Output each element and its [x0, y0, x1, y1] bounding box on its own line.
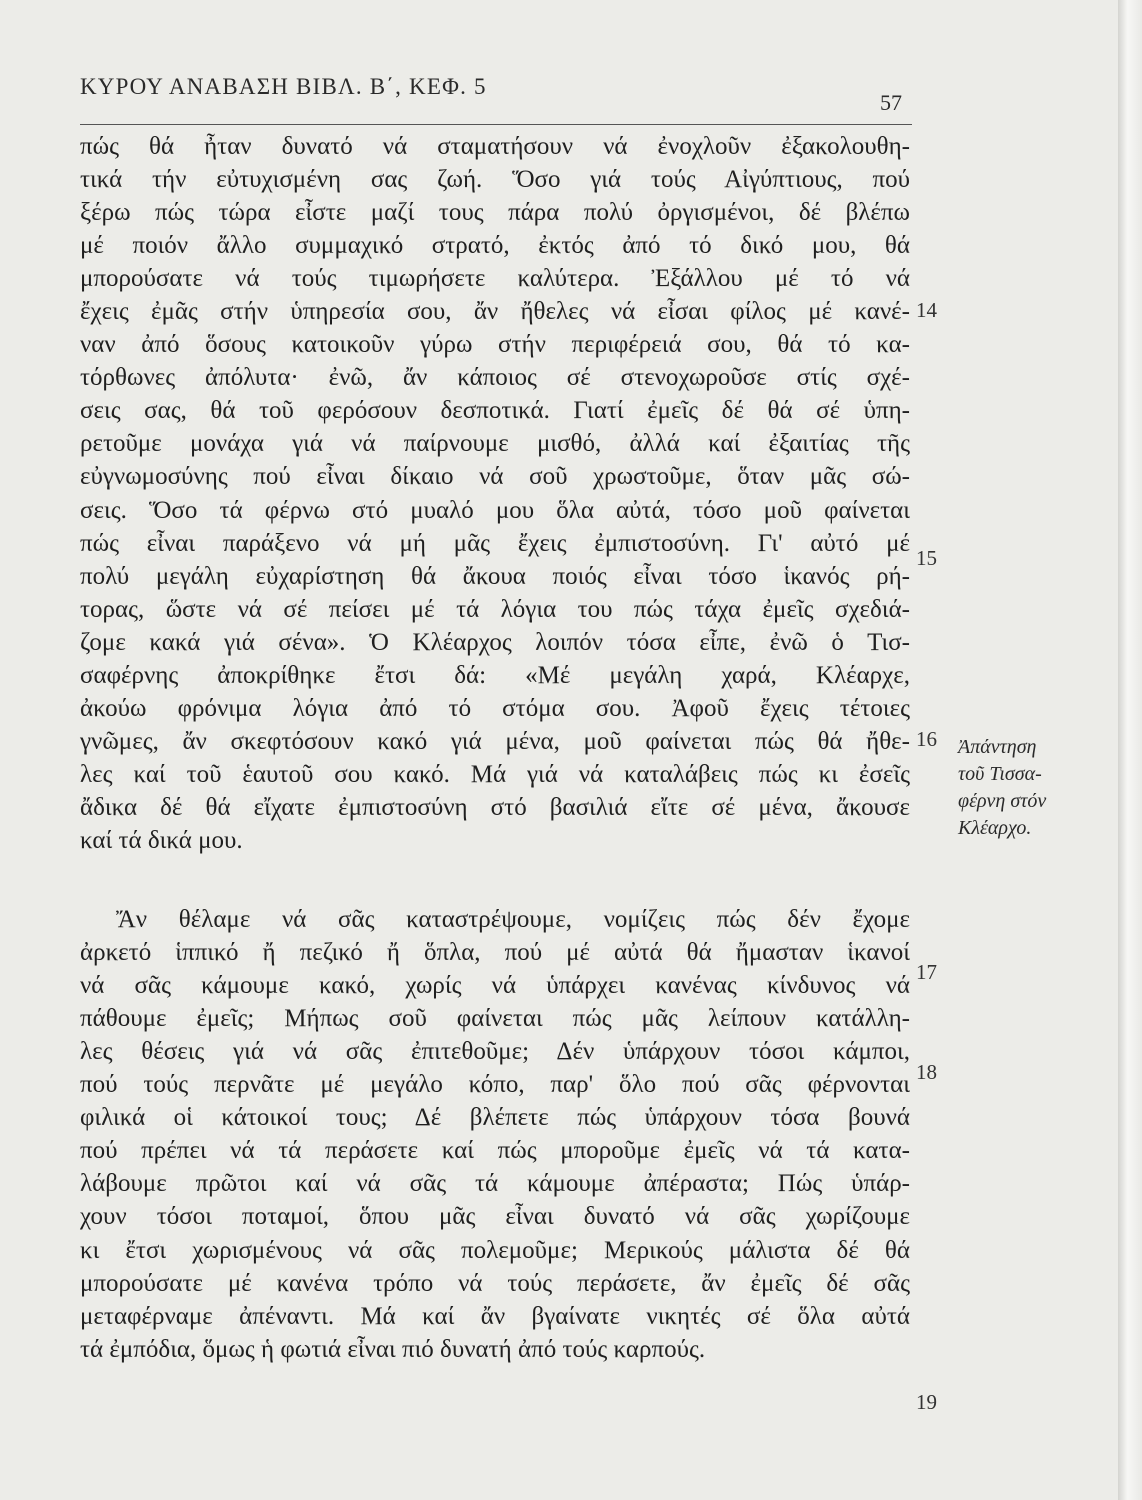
text-line: ἔχεις ἐμᾶς στήν ὑπηρεσία σου, ἄν ἤθελες νά εἶσαι φίλος μέ κανέ-: [80, 298, 910, 326]
text-line: τικά τήν εὐτυχισμένη σας ζωή. Ὅσο γιά τούς Αἰγύπτιους, πού: [80, 166, 910, 194]
page-edge: [1118, 0, 1142, 1500]
section-number: 16: [916, 727, 937, 751]
text-line: μεταφέρναμε ἀπέναντι. Μά καί ἄν βγαίνατε νικητές σέ ὅλα αὐτά: [80, 1302, 910, 1330]
text-line: γνῶμες, ἄν σκεφτόσουν κακό γιά μένα, μοῦ φαίνεται πώς θά ἤθε-: [80, 727, 910, 755]
text-line: τά ἐμπόδια, ὅμως ἡ φωτιά εἶναι πιό δυνατή ἀπό τούς καρπούς.: [80, 1335, 706, 1363]
text-line: φιλικά οἱ κάτοικοί τους; Δέ βλέπετε πώς ὑπάρχουν τόσα βουνά: [80, 1104, 910, 1132]
text-line: ρετοῦμε μονάχα γιά νά παίρνουμε μισθό, ἀλλά καί ἐξαιτίας τῆς: [80, 430, 910, 458]
text-line: καί τά δικά μου.: [80, 826, 243, 854]
section-number: 19: [916, 1390, 937, 1414]
text-line: τόρθωνες ἀπόλυτα· ἐνῶ, ἄν κάποιος σέ στενοχωροῦσε στίς σχέ-: [80, 364, 910, 392]
text-line: ζομε κακά γιά σένα». Ὁ Κλέαρχος λοιπόν τόσα εἶπε, ἐνῶ ὁ Τισ-: [80, 628, 910, 656]
text-line: ἀκούω φρόνιμα λόγια ἀπό τό στόμα σου. Ἀφοῦ ἔχεις τέτοιες: [80, 694, 910, 722]
text-line: ξέρω πώς τώρα εἶστε μαζί τους πάρα πολύ ὀργισμένοι, δέ βλέπω: [80, 199, 910, 227]
section-number: 15: [916, 546, 937, 570]
margin-note-line: φέρνη στόν: [958, 790, 1047, 812]
text-line: μέ ποιόν ἄλλο συμμαχικό στρατό, ἐκτός ἀπό τό δικό μου, θά: [80, 232, 910, 260]
margin-note-line: Ἀπάντηση: [958, 736, 1037, 758]
section-number: 14: [916, 298, 937, 322]
text-line: μπορούσατε μέ κανένα τρόπο νά τούς περάσετε, ἄν ἐμεῖς δέ σᾶς: [80, 1269, 910, 1297]
text-line: ναν ἀπό ὅσους κατοικοῦν γύρω στήν περιφέρειά σου, θά τό κα-: [80, 331, 910, 359]
text-line: ἄδικα δέ θά εἴχατε ἐμπιστοσύνη στό βασιλιά εἴτε σέ μένα, ἄκουσε: [80, 793, 910, 821]
text-line: τορας, ὥστε νά σέ πείσει μέ τά λόγια του πώς τάχα ἐμεῖς σχεδιά-: [80, 595, 910, 623]
text-line: πώς θά ἦταν δυνατό νά σταματήσουν νά ἐνοχλοῦν ἐξακολουθη-: [80, 133, 910, 160]
header-rule: [80, 124, 912, 125]
margin-note: [958, 734, 1108, 842]
text-line: πάθουμε ἐμεῖς; Μήπως σοῦ φαίνεται πώς μᾶς λείπουν κατάλλη-: [80, 1005, 910, 1033]
paragraph-gap: [80, 857, 910, 903]
text-line: νά σᾶς κάμουμε κακό, χωρίς νά ὑπάρχει κανένας κίνδυνος νά: [80, 972, 910, 1000]
section-number: 17: [916, 960, 937, 984]
text-line: λες καί τοῦ ἑαυτοῦ σου κακό. Μά γιά νά καταλάβεις πώς κι ἐσεῖς: [80, 760, 910, 788]
text-line: χουν τόσοι ποταμοί, ὅπου μᾶς εἶναι δυνατό νά σᾶς χωρίζουμε: [80, 1203, 910, 1231]
text-line: λάβουμε πρῶτοι καί νά σᾶς τά κάμουμε ἀπέραστα; Πώς ὑπάρ-: [80, 1170, 910, 1198]
body-text: [80, 130, 910, 1366]
text-line: ἀρκετό ἱππικό ἤ πεζικό ἤ ὅπλα, πού μέ αὐτά θά ἤμασταν ἱκανοί: [80, 939, 910, 967]
running-head: ΚΥΡΟΥ ΑΝΑΒΑΣΗ ΒΙΒΛ. Β΄, ΚΕΦ. 5: [80, 74, 487, 99]
text-line: πού πρέπει νά τά περάσετε καί πώς μποροῦμε ἐμεῖς νά τά κατα-: [80, 1137, 910, 1165]
text-line: πώς εἶναι παράξενο νά μή μᾶς ἔχεις ἐμπιστοσύνη. Γι' αὐτό μέ: [80, 529, 910, 557]
text-line: λες θέσεις γιά νά σᾶς ἐπιτεθοῦμε; Δέν ὑπάρχουν τόσοι κάμποι,: [80, 1038, 910, 1066]
margin-note-line: Κλέαρχο.: [958, 817, 1032, 839]
text-line: σεις σας, θά τοῦ φερόσουν δεσποτικά. Γιατί ἐμεῖς δέ θά σέ ὑπη-: [80, 397, 910, 425]
text-line: Ἄν θέλαμε νά σᾶς καταστρέψουμε, νομίζεις πώς δέν ἔχομε: [116, 906, 910, 934]
page-number: 57: [880, 90, 902, 115]
text-line: κι ἔτσι χωρισμένους νά σᾶς πολεμοῦμε; Μερικούς μάλιστα δέ θά: [80, 1236, 910, 1264]
section-number: 18: [916, 1060, 937, 1084]
text-line: μπορούσατε νά τούς τιμωρήσετε καλύτερα. Ἐξάλλου μέ τό νά: [80, 265, 910, 293]
text-line: σεις. Ὅσο τά φέρνω στό μυαλό μου ὅλα αὐτά, τόσο μοῦ φαίνεται: [80, 496, 910, 524]
text-line: πολύ μεγάλη εὐχαρίστηση θά ἄκουα ποιός εἶναι τόσο ἱκανός ρή-: [80, 562, 910, 590]
margin-note-line: τοῦ Τισσα-: [958, 763, 1042, 785]
text-line: πού τούς περνᾶτε μέ μεγάλο κόπο, παρ' ὅλο πού σᾶς φέρνονται: [80, 1071, 910, 1099]
text-line: σαφέρνης ἀποκρίθηκε ἔτσι δά: «Μέ μεγάλη χαρά, Κλέαρχε,: [80, 661, 910, 689]
text-line: εὐγνωμοσύνης πού εἶναι δίκαιο νά σοῦ χρωστοῦμε, ὅταν μᾶς σώ-: [80, 463, 910, 491]
